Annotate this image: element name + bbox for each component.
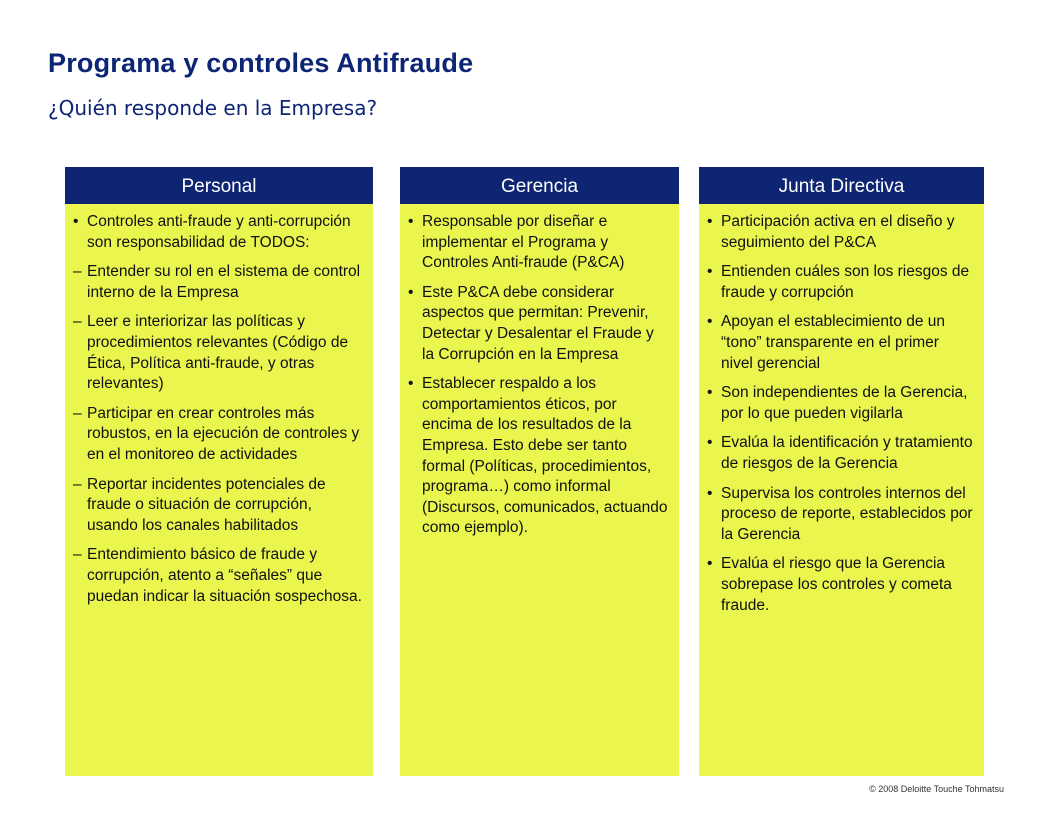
bullet-marker: •	[707, 263, 713, 281]
bullet-marker: •	[707, 484, 713, 502]
list-item-text: Entienden cuáles son los riesgos de fraude y corrupción	[721, 263, 970, 301]
list-item	[73, 212, 363, 253]
dash-marker: –	[73, 263, 82, 281]
column-junta-directiva	[699, 167, 984, 776]
list-item-text: Leer e interiorizar las políticas y procedimientos relevantes (Código de Ética, Política anti-fraude, y otras relevantes)	[87, 313, 349, 393]
list-item-text: Evalúa el riesgo que la Gerencia sobrepase los controles y cometa fraude.	[721, 555, 952, 614]
bullet-marker: •	[73, 213, 79, 230]
list-item-text: Participación activa en el diseño y seguimiento del P&CA	[721, 213, 955, 251]
list-item	[73, 545, 363, 607]
list-item-text: Controles anti-fraude y anti-corrupción son responsabilidad de TODOS:	[87, 213, 351, 251]
bullet-marker: •	[707, 434, 713, 452]
bullet-marker: •	[408, 213, 414, 230]
list-item-text: Apoyan el establecimiento de un “tono” transparente en el primer nivel gerencial	[721, 313, 946, 372]
bullet-marker: •	[408, 283, 414, 301]
list-item-text: Supervisa los controles internos del proceso de reporte, establecidos por la Gerencia	[721, 484, 973, 543]
page-title: Programa y controles Antifraude	[48, 48, 474, 78]
bullet-marker: •	[707, 313, 713, 331]
list-item-text: Este P&CA debe considerar aspectos que permitan: Prevenir, Detectar y Desalentar el Fraude y la Corrupción en la Empresa	[422, 283, 654, 363]
column-body-personal	[65, 204, 373, 607]
list-item	[707, 212, 974, 253]
list-item	[408, 374, 669, 539]
list-item	[707, 554, 974, 616]
list-item-text: Entendimiento básico de fraude y corrupción, atento a “señales” que puedan indicar la situación sospechosa.	[87, 546, 362, 605]
list-item-text: Responsable por diseñar e implementar el Programa y Controles Anti-fraude (P&CA)	[422, 213, 625, 272]
list-item-text: Participar en crear controles más robustos, en la ejecución de controles y en el monitoreo de actividades	[87, 404, 360, 463]
list-item	[73, 262, 363, 303]
column-header-gerencia: Gerencia	[400, 167, 679, 204]
list-item	[707, 312, 974, 374]
list-item	[408, 283, 669, 365]
list-item-text: Entender su rol en el sistema de control interno de la Empresa	[87, 263, 361, 301]
list-item	[73, 475, 363, 537]
list-item	[707, 433, 974, 474]
column-gerencia	[400, 167, 679, 776]
list-item	[73, 404, 363, 466]
column-body-junta-directiva	[699, 204, 984, 616]
dash-marker: –	[73, 475, 82, 493]
column-header-junta-directiva: Junta Directiva	[699, 167, 984, 204]
copyright-notice: © 2008 Deloitte Touche Tohmatsu	[869, 784, 1004, 794]
list-item	[707, 484, 974, 546]
list-item-text: Son independientes de la Gerencia, por lo que pueden vigilarla	[721, 384, 968, 422]
column-personal	[65, 167, 373, 776]
dash-marker: –	[73, 546, 82, 564]
list-item	[707, 383, 974, 424]
page-subtitle: ¿Quién responde en la Empresa?	[48, 96, 378, 120]
list-item	[73, 312, 363, 394]
dash-marker: –	[73, 404, 82, 422]
column-body-gerencia	[400, 204, 679, 539]
bullet-marker: •	[707, 213, 713, 230]
bullet-marker: •	[408, 375, 414, 393]
list-item-text: Evalúa la identificación y tratamiento de riesgos de la Gerencia	[721, 434, 973, 472]
list-item-text: Establecer respaldo a los comportamientos éticos, por encima de los resultados de la Empresa. Esto debe ser tanto formal (Políticas, procedimientos, programa…) como informal (Discursos, comunicados, actuando como ejemplo).	[422, 375, 668, 537]
bullet-marker: •	[707, 555, 713, 573]
dash-marker: –	[73, 313, 82, 331]
list-item-text: Reportar incidentes potenciales de fraude o situación de corrupción, usando los canales habilitados	[87, 475, 326, 534]
column-header-personal: Personal	[65, 167, 373, 204]
list-item	[408, 212, 669, 274]
list-item	[707, 262, 974, 303]
bullet-marker: •	[707, 384, 713, 402]
